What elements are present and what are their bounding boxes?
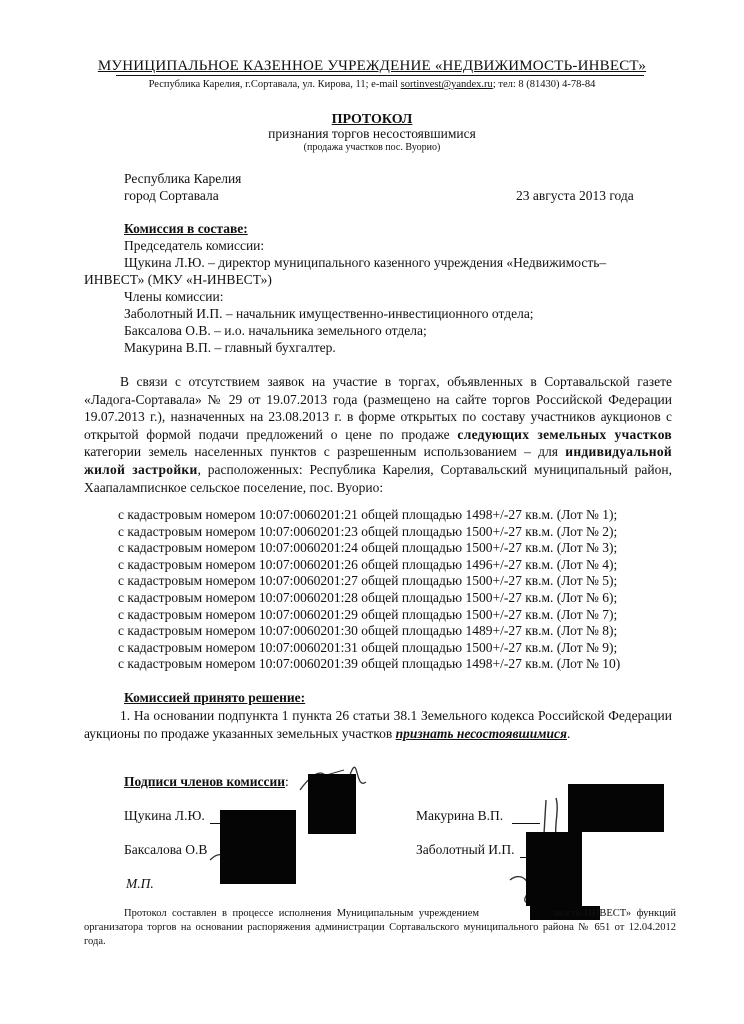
chair-line-1: Щукина Л.Ю. – директор муниципального казенного учреждения «Недвижимость–	[124, 255, 607, 270]
city: город Сортавала	[124, 188, 219, 203]
signature-line	[512, 823, 540, 824]
lots-list	[118, 507, 620, 673]
decision-heading: Комиссией принято решение:	[124, 690, 306, 705]
member-item: Баксалова О.В. – и.о. начальника земельного отдела;	[124, 323, 427, 338]
list-item: с кадастровым номером 10:07:0060201:30 общей площадью 1489+/-27 кв.м. (Лот № 8);	[118, 623, 618, 639]
decision-text	[84, 707, 672, 742]
chair-label: Председатель комиссии:	[124, 238, 265, 253]
list-item: с кадастровым номером 10:07:0060201:24 общей площадью 1500+/-27 кв.м. (Лот № 3);	[118, 540, 618, 556]
document-subtitle: признания торгов несостоявшимися	[268, 126, 476, 141]
paragraph-bold-construction: индивидуальной жилой застройки	[84, 444, 672, 477]
signatures-heading-colon: :	[285, 774, 289, 789]
members-label: Члены комиссии:	[124, 289, 224, 304]
decision-end: .	[566, 725, 571, 741]
redaction-block	[308, 774, 356, 834]
email-link[interactable]: sortinvest@yandex.ru	[400, 79, 493, 90]
list-item: с кадастровым номером 10:07:0060201:28 общей площадью 1500+/-27 кв.м. (Лот № 6);	[118, 589, 618, 605]
paragraph-text: , расположенных: Республика Карелия, Сортавальский муниципальный район, Хаапаламписнкое сельское поселение, пос. Вуорио:	[84, 461, 672, 495]
signatures-heading	[124, 774, 289, 790]
paragraph-text: В связи с отсутствием заявок на участие в торгах, объявленных в Сортавальской газете «Ладога-Сортавала» № 29 от 19.07.2013 года (размещено на сайте торгов Российской Федерации 19.07.2013 г.), назначенных на 23.08.2013 г. в форме открытых по составу участников аукционов с открытой формой подачи предложений о цене по продаже	[84, 374, 672, 442]
main-paragraph	[84, 373, 672, 496]
list-item: с кадастровым номером 10:07:0060201:21 общей площадью 1498+/-27 кв.м. (Лот № 1);	[118, 507, 618, 522]
document-date: 23 августа 2013 года	[516, 188, 634, 203]
region: Республика Карелия	[124, 171, 242, 186]
commission-heading: Комиссия в составе:	[124, 221, 248, 236]
signer-name-left: Баксалова О.В	[124, 842, 208, 857]
member-item: Заболотный И.П. – начальник имущественно-инвестиционного отдела;	[124, 306, 534, 321]
list-item: с кадастровым номером 10:07:0060201:29 общей площадью 1500+/-27 кв.м. (Лот № 7);	[118, 606, 618, 622]
document-subnote: (продажа участков пос. Вуорио)	[303, 142, 441, 153]
list-item: с кадастровым номером 10:07:0060201:26 общей площадью 1496+/-27 кв.м. (Лот № 4);	[118, 556, 618, 572]
signer-name-right: Макурина В.П.	[416, 808, 504, 823]
address-prefix: Республика Карелия, г.Сортавала, ул. Кирова, 11; e-mail	[148, 79, 401, 90]
header-rule	[116, 75, 644, 76]
signatures-heading-text: Подписи членов комиссии	[124, 774, 286, 789]
chair-line-2: ИНВЕСТ» (МКУ «Н-ИНВЕСТ»)	[84, 272, 272, 287]
redaction-block	[568, 784, 664, 832]
paragraph-text: категории земель населенных пунктов с разрешенным использованием – для	[84, 444, 566, 460]
list-item: с кадастровым номером 10:07:0060201:23 общей площадью 1500+/-27 кв.м. (Лот № 2);	[118, 523, 618, 539]
list-item: с кадастровым номером 10:07:0060201:31 общей площадью 1500+/-27 кв.м. (Лот № 9);	[118, 639, 618, 655]
footer-note	[84, 907, 676, 949]
redaction-block	[220, 810, 296, 884]
list-item: с кадастровым номером 10:07:0060201:39 общей площадью 1498+/-27 кв.м. (Лот № 10)	[118, 656, 621, 672]
footer-text: мость-ИНВЕСТ» функций организатора торгов на основании распоряжения администрации Сортавальского муниципального района № 651 от 12.04.2012 года.	[84, 908, 676, 947]
address-suffix: ; тел: 8 (81430) 4-78-84	[492, 79, 596, 90]
paragraph-bold-land-plots: следующих земельных участков	[457, 426, 672, 442]
redaction-block	[526, 832, 582, 906]
stamp-mark: М.П.	[126, 876, 154, 891]
signer-name-left: Щукина Л.Ю.	[124, 808, 205, 823]
list-item: с кадастровым номером 10:07:0060201:27 общей площадью 1500+/-27 кв.м. (Лот № 5);	[118, 573, 618, 589]
footer-text: Протокол составлен в процессе исполнения Муниципальным учреждением	[124, 908, 485, 919]
member-item: Макурина В.П. – главный бухгалтер.	[124, 340, 336, 355]
signer-name-right: Заболотный И.П.	[416, 842, 515, 857]
organization-name: МУНИЦИПАЛЬНОЕ КАЗЕННОЕ УЧРЕЖДЕНИЕ «НЕДВИЖИМОСТЬ-ИНВЕСТ»	[97, 58, 647, 74]
document-title: ПРОТОКОЛ	[331, 112, 413, 127]
decision-body: 1. На основании подпункта 1 пункта 26 статьи 38.1 Земельного кодекса Российской Федерации аукционы по продаже указанных земельных участков	[84, 708, 672, 741]
organization-address	[0, 79, 744, 90]
decision-emphasis: признать несостоявшимися	[395, 725, 567, 741]
